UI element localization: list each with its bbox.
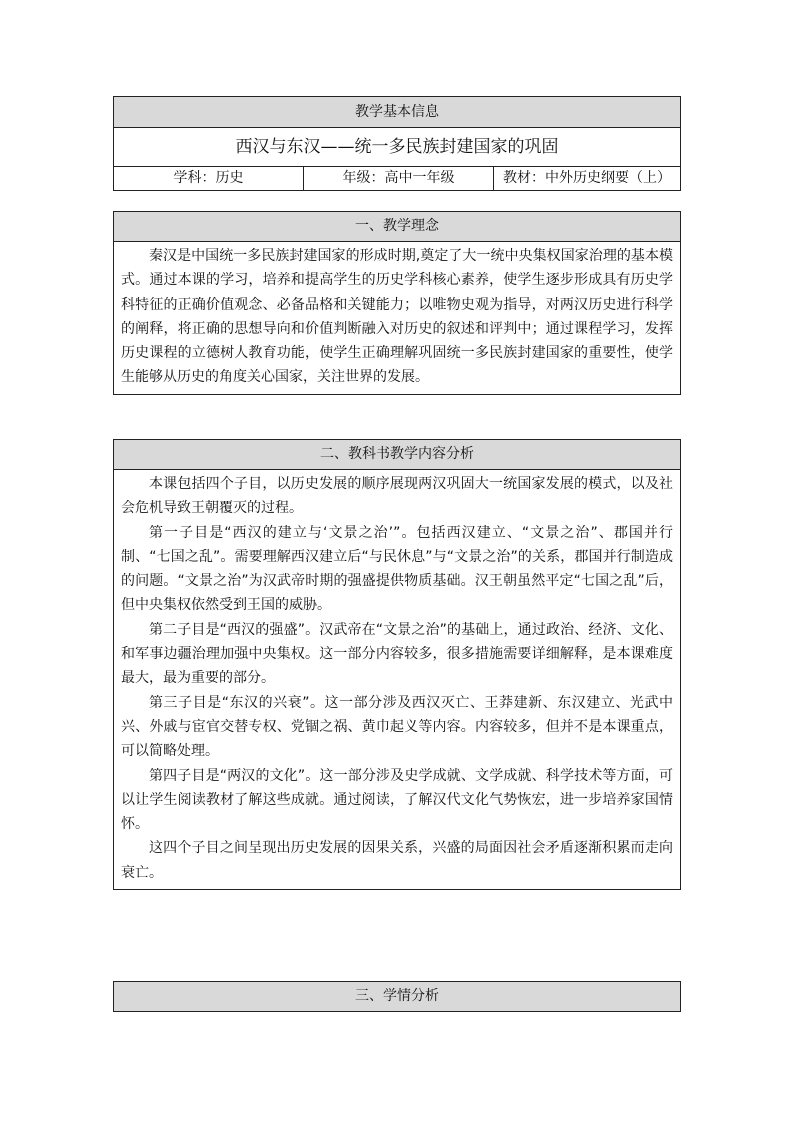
section-body: [114, 470, 680, 889]
section-textbook-analysis: [113, 439, 681, 890]
section-header: 一、教学理念: [114, 212, 680, 242]
grade-cell: 年级：高中一年级: [303, 167, 493, 190]
section-header: 二、教科书教学内容分析: [114, 440, 680, 470]
basic-info-table: [113, 96, 681, 191]
section-learner-analysis: [113, 981, 681, 1012]
basic-info-header: 教学基本信息: [114, 97, 680, 128]
paragraph: 本课包括四个子目，以历史发展的顺序展现两汉巩固大一统国家发展的模式，以及社会危机导致王朝覆灭的过程。: [121, 476, 673, 517]
section-body: [114, 242, 680, 394]
paragraph: 第四子目是“两汉的文化”。这一部分涉及史学成就、文学成就、科学技术等方面，可以让学生阅读教材了解这些成就。通过阅读，了解汉代文化气势恢宏，进一步培养家国情怀。: [121, 767, 673, 833]
paragraph: 秦汉是中国统一多民族封建国家的形成时期,奠定了大一统中央集权国家治理的基本模式。通过本课的学习，培养和提高学生的历史学科核心素养，使学生逐步形成具有历史学科特征的正确价值观念、必备品格和关键能力；以唯物史观为指导，对两汉历史进行科学的阐释，将正确的思想导向和价值判断融入对历史的叙述和评判中；通过课程学习，发挥历史课程的立德树人教育功能，使学生正确理解巩固统一多民族封建国家的重要性，使学生能够从历史的角度关心国家，关注世界的发展。: [121, 248, 673, 386]
section-teaching-philosophy: [113, 211, 681, 395]
paragraph: 第三子目是“东汉的兴衰”。这一部分涉及西汉灭亡、王莽建新、东汉建立、光武中兴、外戚与宦官交替专权、党锢之祸、黄巾起义等内容。内容较多，但并不是本课重点，可以简略处理。: [121, 694, 673, 760]
subject-cell: 学科：历史: [173, 170, 244, 186]
paragraph: 这四个子目之间呈现出历史发展的因果关系，兴盛的局面因社会矛盾逐渐积累而走向衰亡。: [121, 840, 673, 881]
paragraph: 第一子目是“西汉的建立与‘文景之治’”。包括西汉建立、“文景之治”、郡国并行制、“七国之乱”。需要理解西汉建立后“与民休息”与“文景之治”的关系，郡国并行制造成的问题。“文景之治”为汉武帝时期的强盛提供物质基础。汉王朝虽然平定“七国之乱”后，但中央集权依然受到王国的威胁。: [121, 524, 673, 614]
section-header: 三、学情分析: [114, 982, 680, 1011]
lesson-title: 西汉与东汉——统一多民族封建国家的巩固: [114, 128, 680, 167]
meta-row: [114, 167, 680, 190]
paragraph: 第二子目是“西汉的强盛”。汉武帝在“文景之治”的基础上，通过政治、经济、文化、和军事边疆治理加强中央集权。这一部分内容较多，很多措施需要详细解释，是本课难度最大，最为重要的部分。: [121, 621, 673, 687]
textbook-cell: 教材：中外历史纲要（上）: [493, 167, 680, 190]
